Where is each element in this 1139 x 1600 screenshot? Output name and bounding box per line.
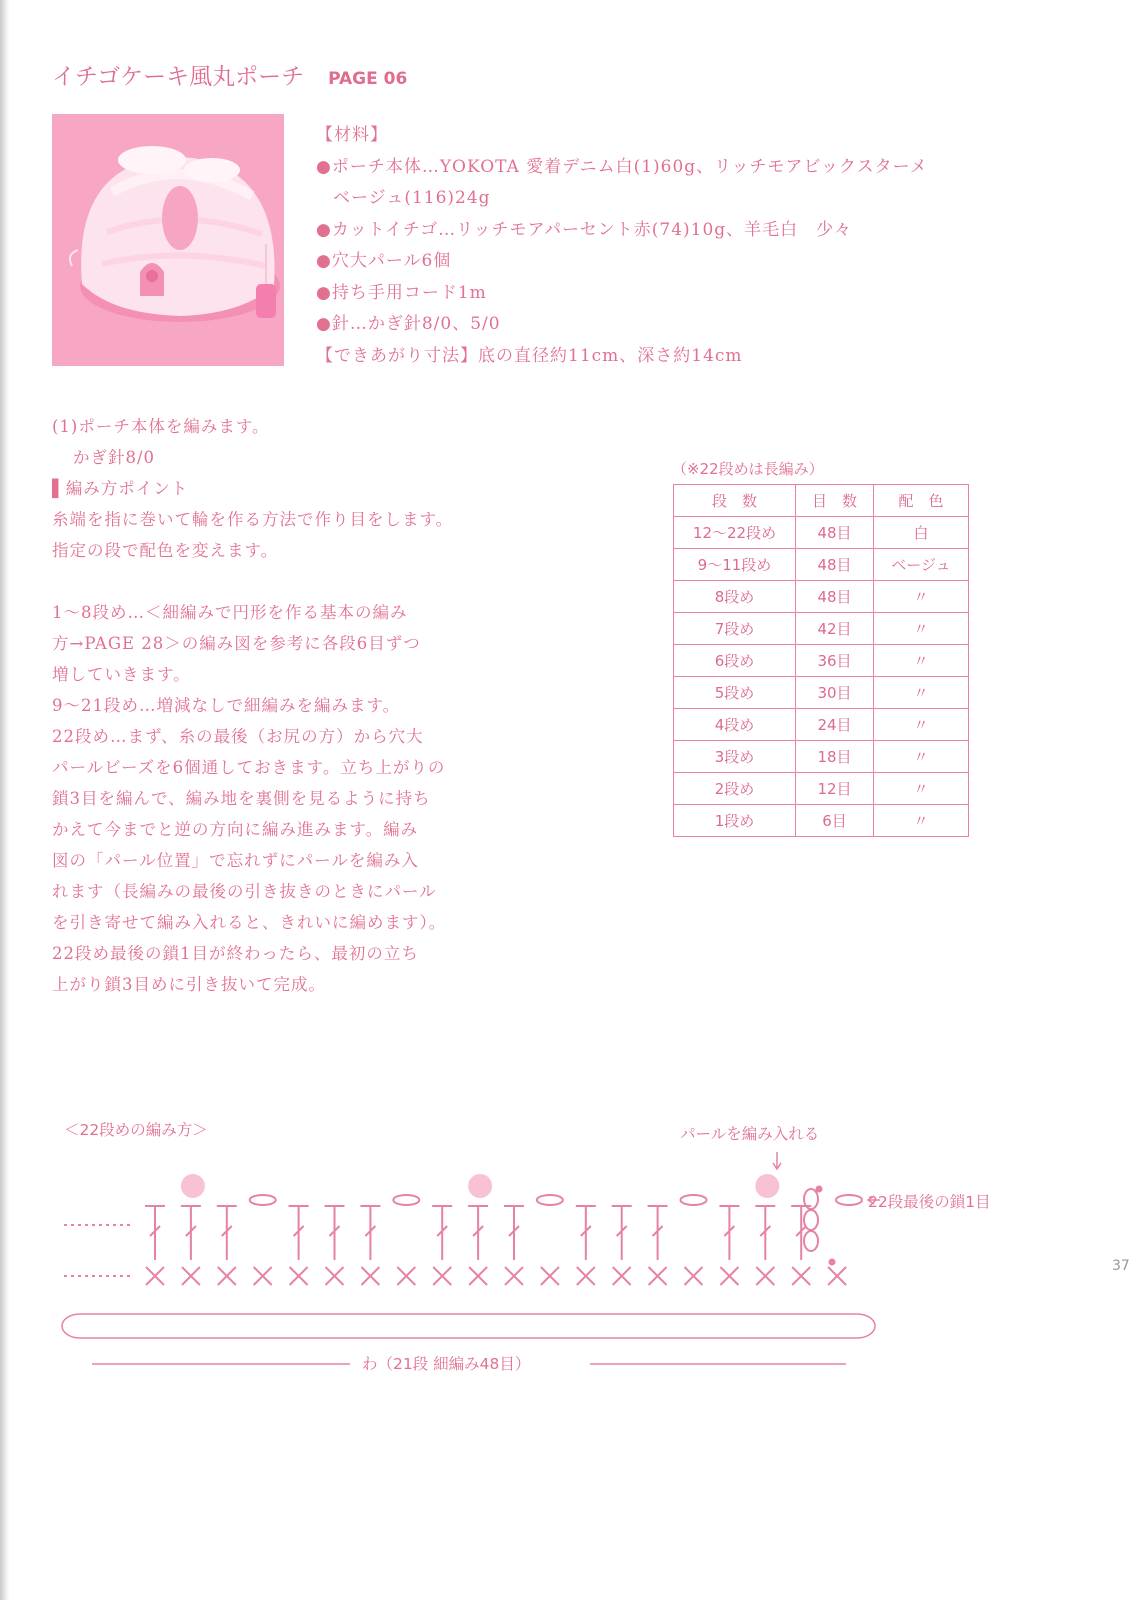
last-chain-stitch-icon — [836, 1195, 862, 1205]
cell-color: 〃 — [874, 805, 969, 837]
single-crochet-icon — [254, 1267, 272, 1285]
materials-list — [316, 120, 1096, 372]
page-number: 37 — [1112, 1258, 1130, 1274]
cell-rows: 2段め — [674, 773, 796, 805]
table-row — [674, 773, 969, 805]
cell-rows: 9～11段め — [674, 549, 796, 581]
header-rows: 段 数 — [674, 485, 796, 517]
double-crochet-icon — [576, 1206, 596, 1260]
table-row — [674, 709, 969, 741]
cell-rows: 6段め — [674, 645, 796, 677]
cell-rows: 8段め — [674, 581, 796, 613]
table-row — [674, 613, 969, 645]
cell-color: 〃 — [874, 773, 969, 805]
single-crochet-icon — [146, 1267, 164, 1285]
row-count-table — [673, 484, 969, 837]
table-row — [674, 581, 969, 613]
instruction-line: 22段め…まず、糸の最後（お尻の方）から穴大 — [52, 727, 424, 746]
chain-stitch-icon — [537, 1195, 563, 1205]
finished-size: 【できあがり寸法】底の直径約11cm、深さ約14cm — [316, 345, 743, 366]
instruction-line: 鎖3目を編んで、編み地を裏側を見るように持ち — [52, 789, 431, 808]
instruction-line: れます（長編みの最後の引き抜きのときにパール — [52, 882, 437, 901]
cell-color: 〃 — [874, 613, 969, 645]
base-ring-label: わ（21段 細編み48目） — [356, 1352, 536, 1374]
table-note: （※22段めは長編み） — [672, 460, 824, 478]
stitch-diagram — [0, 1150, 1139, 1390]
cell-rows: 12～22段め — [674, 517, 796, 549]
single-crochet-icon — [577, 1267, 595, 1285]
cell-stitches: 42目 — [796, 613, 874, 645]
header-stitches: 目 数 — [796, 485, 874, 517]
single-crochet-icon — [469, 1267, 487, 1285]
chain-stitch-icon — [393, 1195, 419, 1205]
materials-heading: 【材料】 — [316, 125, 388, 145]
double-crochet-icon — [504, 1206, 524, 1260]
single-crochet-icon — [326, 1267, 344, 1285]
double-crochet-icon — [612, 1206, 632, 1260]
chain-stitch-icon — [250, 1195, 276, 1205]
last-chain-label: 22段最後の鎖1目 — [868, 1193, 991, 1211]
double-crochet-icon — [289, 1206, 309, 1260]
double-crochet-icon — [719, 1206, 739, 1260]
strawberry-pouch-image — [52, 114, 284, 366]
cell-color: 〃 — [874, 645, 969, 677]
cell-color: 〃 — [874, 709, 969, 741]
double-crochet-icon — [468, 1206, 488, 1260]
page-title — [52, 58, 407, 91]
single-crochet-icon — [290, 1267, 308, 1285]
instructions — [52, 411, 532, 1000]
instruction-line: パールビーズを6個通しておきます。立ち上がりの — [52, 758, 446, 777]
materials-item: ●針…かぎ針8/0、5/0 — [316, 314, 501, 334]
instruction-line: 図の「パール位置」で忘れずにパールを編み入 — [52, 851, 419, 870]
table-row — [674, 517, 969, 549]
double-crochet-icon — [360, 1206, 380, 1260]
double-crochet-icon — [432, 1206, 452, 1260]
table-row — [674, 645, 969, 677]
cell-rows: 4段め — [674, 709, 796, 741]
cell-color: 〃 — [874, 581, 969, 613]
instruction-line: 指定の段で配色を変えます。 — [52, 541, 279, 560]
instruction-line: 糸端を指に巻いて輪を作る方法で作り目をします。 — [52, 510, 454, 529]
single-crochet-icon — [685, 1267, 703, 1285]
cell-stitches: 36目 — [796, 645, 874, 677]
single-crochet-icon — [505, 1267, 523, 1285]
single-crochet-icon — [182, 1267, 200, 1285]
single-crochet-icon — [613, 1267, 631, 1285]
pearl-label: パールを編み入れる — [680, 1125, 820, 1143]
base-ring-outline — [62, 1314, 875, 1338]
single-crochet-icon — [361, 1267, 379, 1285]
single-crochet-icon — [649, 1267, 667, 1285]
single-crochet-icon — [756, 1267, 774, 1285]
double-crochet-icon — [648, 1206, 668, 1260]
cell-color: 白 — [874, 517, 969, 549]
single-crochet-icon — [433, 1267, 451, 1285]
cell-stitches: 18目 — [796, 741, 874, 773]
materials-item: ●穴大パール6個 — [316, 251, 452, 271]
page-ref: PAGE 06 — [328, 69, 408, 89]
instruction-line: 増していきます。 — [52, 665, 191, 684]
cell-rows: 5段め — [674, 677, 796, 709]
pearl-bead-icon — [755, 1174, 779, 1198]
chain-stitch-icon — [681, 1195, 707, 1205]
cell-rows: 3段め — [674, 741, 796, 773]
double-crochet-icon — [181, 1206, 201, 1260]
cell-color: 〃 — [874, 677, 969, 709]
double-crochet-icon — [217, 1206, 237, 1260]
instruction-line: 1～8段め…＜細編みで円形を作る基本の編み — [52, 603, 408, 622]
slip-stitch-dot-icon — [829, 1259, 836, 1266]
pearl-bead-icon — [181, 1174, 205, 1198]
instruction-line: 方→PAGE 28＞の編み図を参考に各段6目ずつ — [52, 634, 421, 653]
pearl-bead-icon — [468, 1174, 492, 1198]
materials-item-continued: ベージュ(116)24g — [333, 188, 491, 208]
double-crochet-icon — [755, 1206, 775, 1260]
cell-stitches: 48目 — [796, 517, 874, 549]
title-text: イチゴケーキ風丸ポーチ — [52, 64, 305, 90]
product-photo — [52, 114, 284, 366]
table-row — [674, 805, 969, 837]
double-crochet-icon — [145, 1206, 165, 1260]
instruction-line: かえて今までと逆の方向に編み進みます。編み — [52, 820, 419, 839]
single-crochet-icon — [720, 1267, 738, 1285]
single-crochet-icon — [792, 1267, 810, 1285]
table-row — [674, 677, 969, 709]
chain-stitch-icon — [804, 1231, 818, 1251]
double-crochet-icon — [325, 1206, 345, 1260]
chain-stitch-icon — [804, 1210, 818, 1230]
single-crochet-icon — [218, 1267, 236, 1285]
cell-stitches: 30目 — [796, 677, 874, 709]
point-heading: ▌編み方ポイント — [52, 479, 189, 498]
slip-stitch-dot-icon — [816, 1186, 823, 1193]
cell-stitches: 6目 — [796, 805, 874, 837]
cell-stitches: 24目 — [796, 709, 874, 741]
stitch-marks — [145, 1174, 846, 1285]
header-color: 配 色 — [874, 485, 969, 517]
table-row — [674, 549, 969, 581]
materials-item: ●ポーチ本体…YOKOTA 愛着デニム白(1)60g、リッチモアビックスターメ — [316, 156, 928, 177]
cell-stitches: 12目 — [796, 773, 874, 805]
cell-color: ベージュ — [874, 549, 969, 581]
materials-item: ●持ち手用コード1m — [316, 282, 487, 303]
cell-stitches: 48目 — [796, 581, 874, 613]
hook-size: かぎ針8/0 — [73, 448, 156, 467]
instruction-line: 9～21段め…増減なしで細編みを編みます。 — [52, 696, 401, 715]
instruction-line: を引き寄せて編み入れると、きれいに編めます）。 — [52, 913, 447, 932]
diagram-title: ＜22段めの編み方＞ — [64, 1121, 208, 1139]
step-heading: (1)ポーチ本体を編みます。 — [52, 417, 270, 436]
instruction-line: 22段め最後の鎖1目が終わったら、最初の立ち — [52, 944, 419, 963]
instruction-line: 上がり鎖3目めに引き抜いて完成。 — [52, 975, 326, 994]
cell-rows: 7段め — [674, 613, 796, 645]
instruction-spacer — [52, 566, 532, 597]
single-crochet-icon — [541, 1267, 559, 1285]
table-row — [674, 741, 969, 773]
cell-stitches: 48目 — [796, 549, 874, 581]
materials-item: ●カットイチゴ…リッチモアパーセント赤(74)10g、羊毛白 少々 — [316, 219, 853, 240]
cell-rows: 1段め — [674, 805, 796, 837]
single-crochet-icon — [397, 1267, 415, 1285]
cell-color: 〃 — [874, 741, 969, 773]
table-header-row — [674, 485, 969, 517]
single-crochet-icon — [828, 1267, 846, 1285]
